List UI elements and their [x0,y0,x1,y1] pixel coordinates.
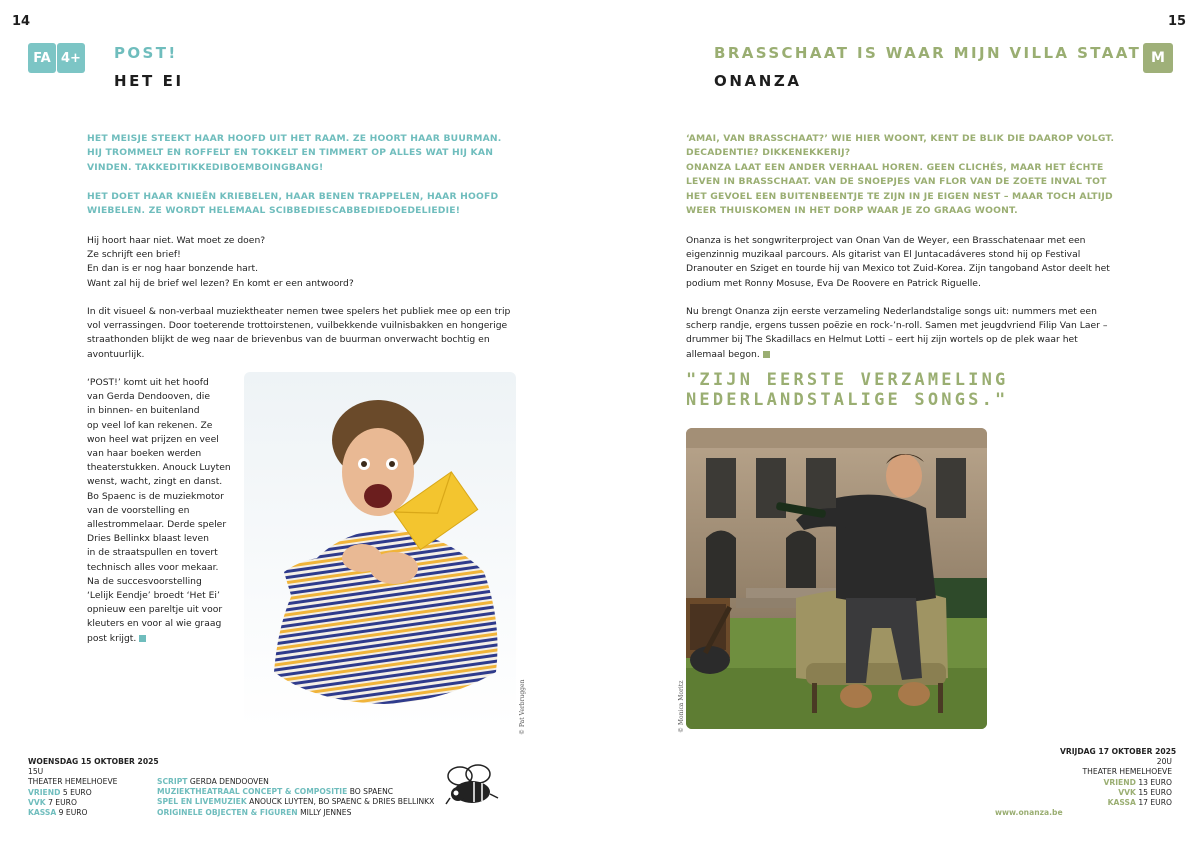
footer-right-info [1060,747,1177,808]
footer-left-info [28,757,159,818]
price-value: 9 EURO [58,808,88,818]
title-left: HET EI [114,72,184,90]
credit-value: ANOUCK LUYTEN, BO SPAENC & DRIES BELLINKX [249,797,435,807]
pull-quote-line: "ZIJN EERSTE VERZAMELING [686,370,1009,390]
paragraph-right-2-text: Nu brengt Onanza zijn eerste verzameling Nederlandstalige songs uit: nummers met een scherp randje, ergens tussen poëzie en rock-’n-roll. Samen met jeugdvriend Filip Van Laer – drummer bij The Skadillacs en Helmut Lotti – eert hij zijn wortels op de plek waar het allemaal begon. [686,306,1108,360]
lead-line: ‘AMAI, VAN BRASSCHAAT?’ WIE HIER WOONT, KENT DE BLIK DIE DAAROP VOLGT. [686,133,1115,144]
photo-man-armchair [686,428,987,729]
credit-value: MILLY JENNES [300,807,352,817]
lead-left-2: HET DOET HAAR KNIEËN KRIEBELEN, HAAR BENEN TRAPPELEN, HAAR HOOFD WIEBELEN. ZE WORDT HELEMAAL SCIBBEDIESCABBEDIEDOEDELIEDIE! [87,191,499,217]
column-line: theaterstukken. Anouck Luyten [87,462,231,474]
paragraph-right-1: Onanza is het songwriterproject van Onan Van de Weyer, een Brasschatenaar met een eigenzinnig muzikaal parcours. Als gitarist van El Juntacadáveres stond hij op Festival Dranouter en Sziget en tourde hij van Mexico tot Zuid-Korea. Zijn tangoband Astor deelt het podium met Ronny Mosuse, Eva De Roovere en Patrick Riguelle. [686,235,1110,289]
credit-label: MUZIEKTHEATRAAL CONCEPT & COMPOSITIE [157,787,348,797]
price-label: VRIEND [28,787,61,797]
page-number-right: 15 [1168,14,1187,29]
photo-woman-envelope [244,372,516,728]
photo-credit-right: © Monica Moritz [678,680,685,733]
price-value: 17 EURO [1138,798,1172,808]
end-mark-icon [763,351,770,358]
lead-right [686,132,1116,218]
credit-value: GERDA DENDOOVEN [189,777,269,786]
column-line: post krijgt. [87,632,137,644]
website-link[interactable]: www.onanza.be [995,808,1063,817]
event-date: WOENSDAG 15 OKTOBER 2025 [28,757,159,766]
column-line: van de voorstelling en [87,504,190,516]
footer-left-credits [157,777,434,818]
column-line: opnieuw een pareltje uit voor [87,604,223,616]
photo-woman-illustration [244,372,516,728]
price-value: 5 EURO [62,787,92,797]
credit-label: SCRIPT [157,777,188,786]
lead-line: ONANZA LAAT EEN ANDER VERHAAL HOREN. GEEN CLICHÉS, MAAR HET ÉCHTE LEVEN IN BRASSCHAAT. VAN DE SNOEPJES VAN FLOR VAN DE ZOETE INVAL TOT HET GEVOEL EEN BUITENBEENTJE TE ZIJN IN JE EIGEN NEST – MAAR TOCH ALTIJD WEER THUISKOMEN IN HET DORP WAAR JE ZO GRAAG WOONT. [686,161,1113,217]
lead-left-1: HET MEISJE STEEKT HAAR HOOFD UIT HET RAAM. ZE HOORT HAAR BUURMAN. HIJ TROMMELT EN ROFFELT EN TOKKELT EN TIMMERT OP ALLES WAT HIJ KAN VINDEN. TAKKEDITIKKEDIBOEMBOINGBANG! [87,133,502,173]
credit-value: BO SPAENC [349,787,394,797]
column-line: van Gerda Dendooven, die [87,391,210,403]
end-mark-icon [139,635,146,642]
pull-quote [686,370,1126,410]
photo-man-illustration [686,428,987,729]
event-date: VRIJDAG 17 OKTOBER 2025 [1060,747,1177,756]
price-label: VVK [1118,787,1136,797]
column-line: wenst, wacht, zingt en danst. [87,476,223,488]
column-line: allestrommelaar. Derde speler [87,519,227,531]
column-line: ‘POST!’ komt uit het hoofd [87,377,209,388]
price-label: VVK [28,797,46,807]
poem-line: Want zal hij de brief wel lezen? En komt er een antwoord? [87,277,354,289]
title-right: ONANZA [714,72,802,90]
column-line: ‘Lelijk Eendje’ broedt ‘Het Ei’ [87,590,220,602]
kicker-right: BRASSCHAAT IS WAAR MIJN VILLA STAAT [714,44,1142,62]
price-value: 7 EURO [48,797,77,807]
column-line: in binnen- en buitenland [87,405,200,417]
price-value: 13 EURO [1138,777,1172,787]
price-label: VRIEND [1103,777,1136,787]
age-icon: 4+ [57,43,85,73]
event-venue: THEATER HEMELHOEVE [28,777,118,787]
event-time: 15U [28,767,44,777]
photo-credit-left: © Pat Verbruggen [519,679,526,735]
lead-line: DECADENTIE? DIKKENEKKERIJ? [686,147,851,159]
poem-line: En dan is er nog haar bonzende hart. [87,263,259,275]
price-label: KASSA [1107,798,1136,808]
column-line: Bo Spaenc is de muziekmotor [87,490,224,502]
credit-label: ORIGINELE OBJECTEN & FIGUREN [157,807,298,817]
column-line: Dries Bellinkx blaast leven [87,533,209,545]
price-value: 15 EURO [1138,787,1172,797]
poem [87,234,517,291]
m-badge-icon: M [1143,43,1173,73]
column-line: Na de succesvoorstelling [87,575,202,587]
bee-logo-icon [444,764,500,808]
event-venue: THEATER HEMELHOEVE [1082,767,1172,777]
poem-line: Hij hoort haar niet. Wat moet ze doen? [87,235,266,246]
column-line: op veel lof kan rekenen. Ze [87,419,213,431]
poem-line: Ze schrijft een brief! [87,249,181,261]
column-line: in de straatspullen en tovert [87,547,218,559]
fa-icon: FA [28,43,56,73]
paragraph-right-2 [686,305,1116,362]
credit-label: SPEL EN LIVEMUZIEK [157,797,247,807]
column-line: van haar boeken werden [87,448,202,460]
paragraph-left: In dit visueel & non-verbaal muziektheater nemen twee spelers het publiek mee op een trip vol verrassingen. Door toeterende trottoirstenen, vuilbekkende vuilnisbakken en hongerige straathonden blijkt de weg naar de brievenbus van de buurman onverwacht bochtig en avontuurlijk. [87,306,511,360]
column-left [87,376,247,646]
page-number-left: 14 [12,14,31,29]
column-line: kleuters en voor al wie graag [87,618,222,630]
column-line: won heel wat prijzen en veel [87,433,219,445]
price-label: KASSA [28,808,57,818]
event-time: 20U [1156,757,1172,767]
pull-quote-line: NEDERLANDSTALIGE SONGS." [686,390,1009,410]
column-line: technisch alles voor mekaar. [87,561,219,573]
kicker-left: POST! [114,44,178,62]
